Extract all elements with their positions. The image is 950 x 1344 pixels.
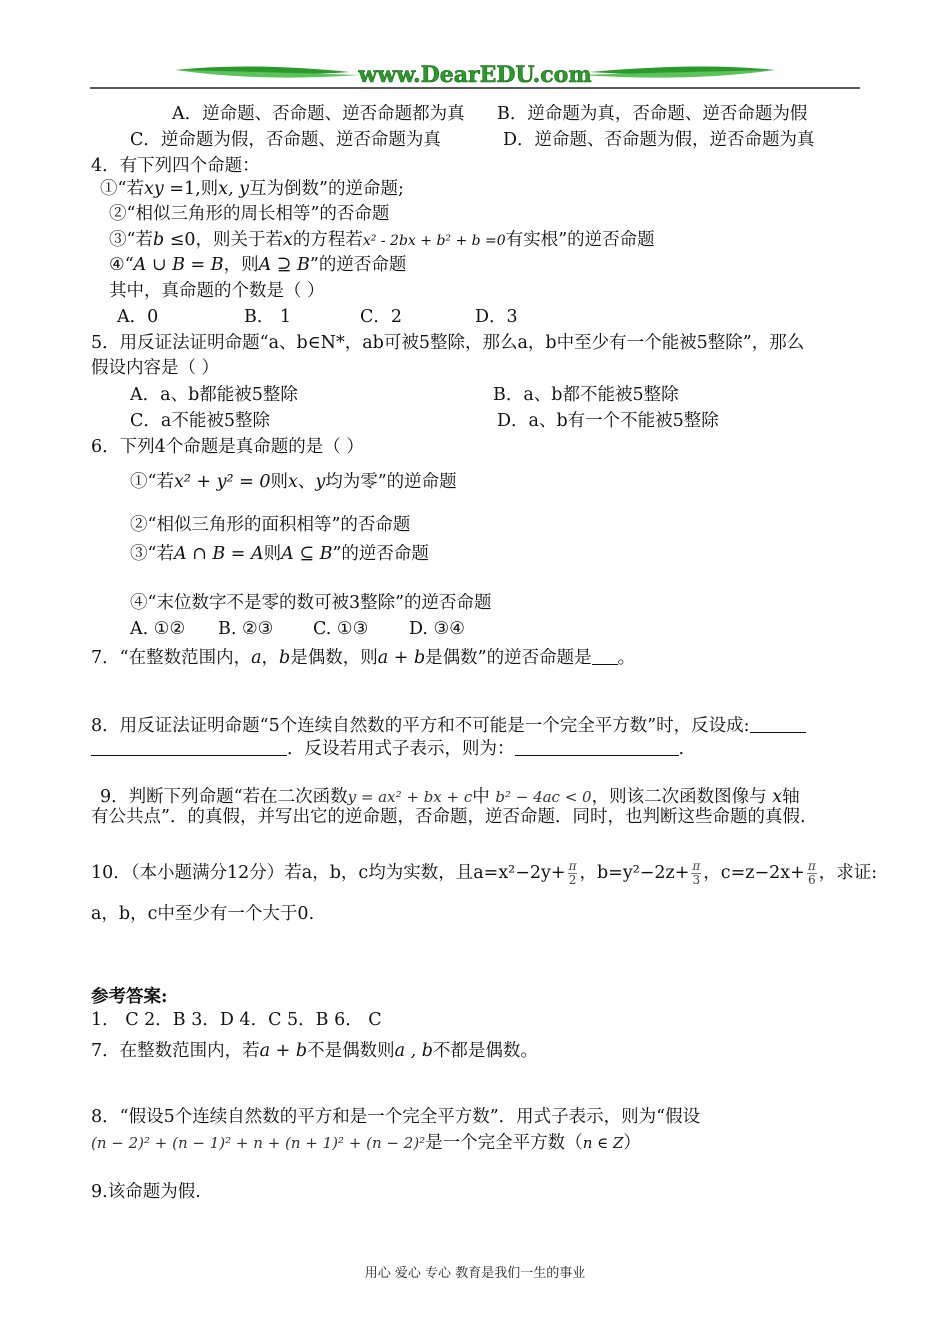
text: 。 — [617, 648, 636, 668]
math: x — [772, 787, 783, 807]
math: A ∪ B = B — [133, 255, 224, 275]
equation: x² + y² = 0 — [173, 472, 271, 492]
answers-line-1: 1． C 2．B 3．D 4．C 5．B 6． C — [91, 1010, 382, 1030]
q6-option-a: A. ①② — [130, 619, 186, 639]
math: A ⊇ B — [258, 255, 310, 275]
text: ①“若 — [130, 472, 174, 492]
q4-option-d: D．3 — [475, 307, 518, 327]
text: 9．判断下列命题“若在二次函数 — [100, 787, 348, 807]
answers-line-7 — [91, 1040, 538, 1062]
math: b — [279, 648, 291, 668]
q9-line-2: 有公共点”．的真假，并写出它的逆命题，否命题，逆否命题．同时，也判断这些命题的真假. — [91, 807, 806, 827]
q5-line-2: 假设内容是（ ） — [91, 358, 220, 378]
text: ③“若 — [130, 544, 174, 564]
fraction — [568, 860, 578, 887]
math: x — [287, 472, 298, 492]
q6-option-b: B. ②③ — [218, 619, 274, 639]
q10-line-2: a，b，c中至少有一个大于0. — [91, 904, 315, 924]
text: ．反设若用式子表示，则为： — [287, 739, 515, 759]
q3-option-d: D．逆命题、否命题为假，逆否命题为真 — [503, 130, 815, 150]
q8-line-2 — [91, 738, 684, 760]
text: ”的逆否命题 — [332, 544, 429, 564]
q6-item-1 — [130, 471, 457, 493]
text: 是偶数，则 — [290, 648, 378, 668]
math: a + b — [377, 648, 426, 668]
text: 则 — [270, 472, 288, 492]
math: n ∈ Z — [582, 1134, 624, 1152]
answer-blank[interactable] — [592, 648, 618, 665]
text: 不是偶数则 — [307, 1041, 395, 1061]
q6-title: 6．下列4个命题是真命题的是（ ） — [91, 437, 364, 457]
math: b — [152, 230, 165, 250]
q3-option-c: C．逆命题为假，否命题、逆否命题为真 — [130, 130, 441, 150]
equation: (n − 2)² + (n − 1)² + n + (n + 1)² + (n − 2)² — [91, 1134, 426, 1152]
text: ， — [261, 648, 280, 668]
q6-item-2: ②“相似三角形的面积相等”的否命题 — [130, 515, 411, 535]
math: a — [251, 648, 262, 668]
q4-item-1 — [100, 178, 404, 200]
q4-item-4 — [109, 254, 406, 276]
q3-option-b: B．逆命题为真，否命题、逆否命题为假 — [497, 104, 808, 124]
text: 是偶数”的逆否命题是 — [425, 648, 592, 668]
q4-item-2: ②“相似三角形的周长相等”的否命题 — [109, 204, 390, 224]
q4-option-a: A．0 — [117, 307, 159, 327]
text: ③“若 — [109, 230, 153, 250]
q9-line-1 — [100, 786, 800, 808]
math: xy — [143, 179, 164, 199]
dearedu-header-logo — [90, 48, 860, 92]
numerator: π — [807, 859, 816, 873]
text: 7．在整数范围内，若 — [91, 1041, 260, 1061]
math: x — [283, 230, 293, 250]
math: A ⊆ B — [281, 544, 333, 564]
q5-option-c: C．a不能被5整除 — [130, 411, 270, 431]
math: A ∩ B = A — [173, 544, 264, 564]
text: ，c=z−2x+ — [703, 863, 805, 883]
text: 有实根”的逆否命题 — [505, 230, 655, 250]
answer-blank[interactable] — [91, 739, 287, 756]
text: ，则 — [223, 255, 259, 275]
denominator: 3 — [692, 873, 701, 887]
equation: y = ax² + bx + c — [347, 788, 473, 806]
q8-line-1 — [91, 715, 806, 737]
q6-item-4: ④“末位数字不是零的数可被3整除”的逆否命题 — [130, 593, 492, 613]
q4-title: 4．有下列四个命题： — [91, 156, 260, 176]
math: a , b — [394, 1041, 433, 1061]
text: 不都是偶数。 — [432, 1041, 538, 1061]
answers-line-8b — [91, 1132, 641, 1154]
text: 中 — [472, 787, 490, 807]
text: ，b=y²−2z+ — [579, 863, 690, 883]
q4-option-b: B． 1 — [244, 307, 292, 327]
equation: x² - 2bx + b² + b =0 — [362, 233, 506, 249]
text: 是一个完全平方数（ — [425, 1133, 583, 1153]
text: ④“ — [109, 255, 134, 275]
q5-line-1: 5．用反证法证明命题“a、b∈N*，ab可被5整除，那么a，b中至少有一个能被5整除”，那么 — [91, 333, 805, 353]
fraction — [691, 860, 701, 887]
text: 8．用反证法证明命题“5个连续自然数的平方和不可能是一个完全平方数”时，反设成: — [91, 716, 750, 736]
text: =1,则 — [163, 179, 219, 199]
math: x, y — [218, 179, 250, 199]
numerator: π — [568, 859, 577, 873]
text: ，则该二次函数图像与 — [591, 787, 767, 807]
answer-blank[interactable] — [515, 739, 679, 756]
math: a + b — [259, 1041, 308, 1061]
q10-line-1 — [91, 860, 877, 887]
denominator: 6 — [807, 873, 816, 887]
fraction — [807, 860, 817, 887]
text: 7．“在整数范围内， — [91, 648, 252, 668]
q4-ask: 其中，真命题的个数是（ ） — [109, 281, 325, 301]
q6-option-d: D. ③④ — [409, 619, 465, 639]
text: ≤0，则关于若 — [164, 230, 284, 250]
text: ①“若 — [100, 179, 144, 199]
text: 均为零”的逆命题 — [325, 472, 457, 492]
q5-option-d: D．a、b有一个不能被5整除 — [497, 411, 719, 431]
text: 、 — [297, 472, 316, 492]
q4-item-3 — [109, 229, 655, 252]
text: ，求证: — [818, 863, 878, 883]
footer-slogan: 用心 爱心 专心 教育是我们一生的事业 — [364, 1266, 586, 1281]
q3-option-a: A．逆命题、否命题、逆否命题都为真 — [172, 104, 465, 124]
text: 的方程若 — [292, 230, 363, 250]
q6-option-c: C. ①③ — [313, 619, 369, 639]
text: 轴 — [782, 787, 800, 807]
q6-item-3 — [130, 543, 429, 565]
q5-option-a: A．a、b都能被5整除 — [130, 385, 298, 405]
numerator: π — [692, 859, 701, 873]
q4-option-c: C．2 — [360, 307, 403, 327]
text: ） — [623, 1133, 641, 1153]
q7-line — [91, 647, 635, 669]
q5-option-b: B．a、b都不能被5整除 — [493, 385, 679, 405]
text: 则 — [263, 544, 282, 564]
logo-text: www.DearEDU.com — [358, 62, 592, 88]
text: 互为倒数”的逆命题; — [249, 179, 404, 199]
denominator: 2 — [568, 873, 577, 887]
answers-heading: 参考答案: — [91, 987, 168, 1007]
answers-line-8a: 8．“假设5个连续自然数的平方和是一个完全平方数”．用式子表示，则为“假设 — [91, 1107, 701, 1127]
equation: b² − 4ac < 0 — [495, 788, 592, 806]
answers-line-9: 9.该命题为假. — [91, 1182, 201, 1202]
math: y — [315, 472, 326, 492]
text: ”的逆否命题 — [309, 255, 407, 275]
text: . — [678, 739, 685, 759]
answer-blank[interactable] — [750, 716, 806, 733]
text: 10．（本小题满分12分）若a，b，c均为实数，且a=x²−2y+ — [91, 863, 566, 883]
